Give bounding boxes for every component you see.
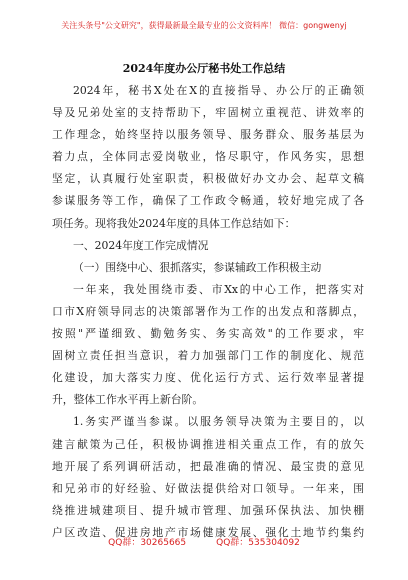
paragraph-line: 一年来，我处围绕市委、市Xx的中心工作，把落实对	[73, 282, 364, 296]
paragraph-line: 着力点，全体同志爱岗敬业，恪尽职守，作风务实，思想	[52, 150, 364, 164]
document-body	[52, 80, 364, 544]
paragraph-line: 项任务。现将我处2024年度的具体工作总结如下：	[52, 216, 296, 230]
paragraph-line: 建言献策为己任，积极协调推进相关重点工作，有的放矢	[52, 437, 364, 451]
paragraph-line: 导及兄弟处室的支持帮助下，牢固树立重视范、讲效率的	[52, 106, 364, 120]
header-promo-text: 关注头条号"公文研究"，获得最新最全最专业的公文资料库！ 微信：gongwenyj	[61, 21, 347, 30]
subsection-heading: （一）围绕中心、狠抓落实，参谋辅政工作积极主动	[73, 260, 322, 274]
paragraph-line: 1.务实严谨当参谋。以服务领导决策为主要目的，以	[73, 415, 364, 429]
footer-qq-group-2: QQ群：535304092	[216, 538, 300, 548]
paragraph-line: 参谋服务等工作，确保了工作政令畅通，较好地完成了各	[52, 194, 364, 208]
paragraph-line: 2024年，秘书X处在X的直接指导、办公厅的正确领	[73, 84, 364, 97]
paragraph-line: 绕推进城建项目、提升城市管理、加强环保执法、加快棚	[52, 503, 364, 517]
paragraph-line: 口市X府领导同志的决策部署作为工作的出发点和落脚点，	[52, 304, 364, 318]
footer-contact	[0, 535, 408, 548]
paragraph-line: 固树立责任担当意识，着力加强部门工作的制度化、规范	[52, 349, 364, 363]
footer-qq-group-1: QQ群：30265665	[108, 538, 187, 548]
paragraph-line: 地开展了系列调研活动，把最准确的情况、最宝贵的意见	[52, 459, 364, 473]
paragraph-line: 坚定，认真履行处室职责，积极做好办文办会、起草文稿	[52, 172, 364, 186]
section-heading: 一、2024年度工作完成情况	[73, 238, 209, 252]
paragraph-line: 户区改造、促进房地产市场健康发展、强化土地节约集约	[52, 525, 364, 539]
document-title: 2024年度办公厅秘书处工作总结	[122, 62, 286, 75]
paragraph-line: 化建设，加大落实力度、优化运行方式、运行效率显著提	[52, 371, 364, 385]
paragraph-line: 和兄弟市的好经验、好做法提供给对口领导。一年来，围	[52, 481, 364, 495]
paragraph-line: 工作理念，始终坚持以服务领导、服务群众、服务基层为	[52, 128, 364, 142]
paragraph-line: 升，整体工作水平再上新台阶。	[52, 393, 204, 407]
paragraph-line: 按照"严谨细致、勤勉务实、务实高效"的工作要求，牢	[52, 327, 364, 341]
